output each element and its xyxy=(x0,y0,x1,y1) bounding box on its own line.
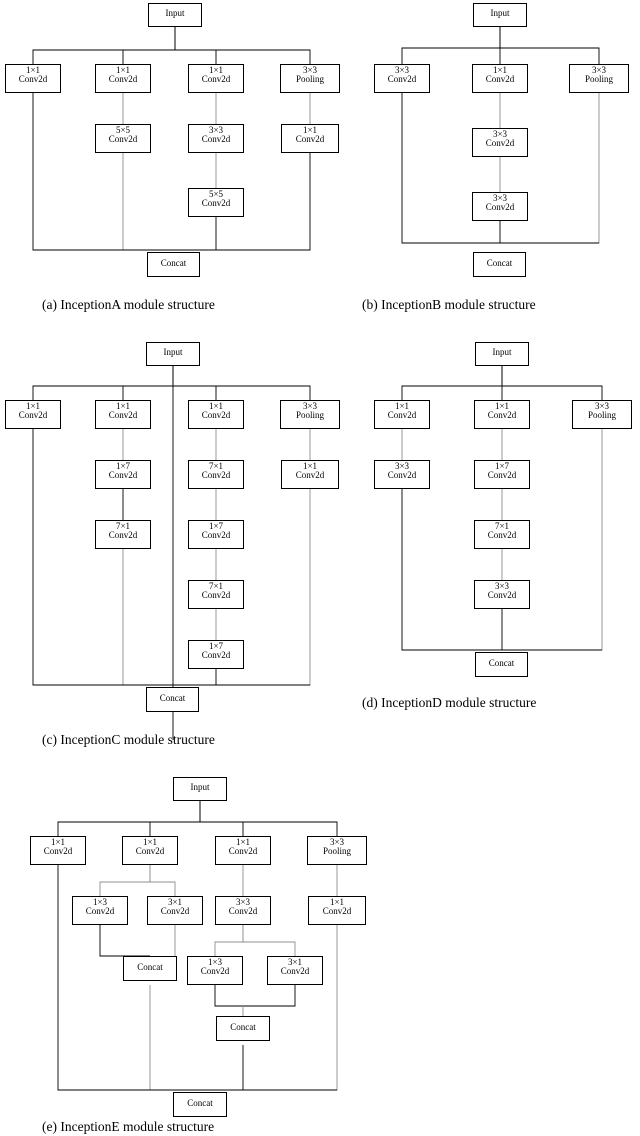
node-e-concat-1: Concat xyxy=(123,956,177,981)
node-c-b3-3: 1×7 Conv2d xyxy=(188,520,244,549)
node-d-input: Input xyxy=(475,342,529,366)
node-c-concat: Concat xyxy=(146,687,199,712)
node-c-b3-1: 1×1 Conv2d xyxy=(188,400,244,429)
panel-inception-b xyxy=(362,0,640,312)
node-c-b2-2: 1×7 Conv2d xyxy=(95,460,151,489)
node-e-b3-2: 3×3 Conv2d xyxy=(215,896,271,925)
node-a-b1-1: 1×1 Conv2d xyxy=(5,64,61,93)
panel-e-edges xyxy=(0,770,400,1136)
node-c-b4-1: 3×3 Pooling xyxy=(280,400,340,429)
node-e-b1-1: 1×1 Conv2d xyxy=(30,836,86,865)
node-c-b2-3: 7×1 Conv2d xyxy=(95,520,151,549)
node-a-input: Input xyxy=(148,3,202,27)
node-a-concat: Concat xyxy=(147,252,200,277)
node-a-b3-2: 3×3 Conv2d xyxy=(188,124,244,153)
node-d-b2-1: 1×1 Conv2d xyxy=(474,400,530,429)
node-c-b3-5: 1×7 Conv2d xyxy=(188,640,244,669)
node-e-concat-3: Concat xyxy=(173,1092,227,1117)
node-d-b2-2: 1×7 Conv2d xyxy=(474,460,530,489)
node-e-concat-2: Concat xyxy=(216,1016,270,1041)
node-c-b4-2: 1×1 Conv2d xyxy=(281,460,339,489)
node-e-b3-3b: 3×1 Conv2d xyxy=(267,956,323,985)
node-b-b2-2: 3×3 Conv2d xyxy=(472,128,528,157)
node-c-b1-1: 1×1 Conv2d xyxy=(5,400,61,429)
node-e-b2-1: 1×1 Conv2d xyxy=(122,836,178,865)
caption-panel-c: (c) InceptionC module structure xyxy=(42,732,215,747)
node-e-b3-3a: 1×3 Conv2d xyxy=(187,956,243,985)
node-e-input: Input xyxy=(173,777,227,801)
node-c-b2-1: 1×1 Conv2d xyxy=(95,400,151,429)
caption-panel-a: (a) InceptionA module structure xyxy=(42,297,215,312)
node-a-b4-1: 3×3 Pooling xyxy=(280,64,340,93)
node-c-input: Input xyxy=(146,342,200,366)
node-b-b2-1: 1×1 Conv2d xyxy=(472,64,528,93)
node-a-b2-2: 5×5 Conv2d xyxy=(95,124,151,153)
node-b-b2-3: 3×3 Conv2d xyxy=(472,192,528,221)
panel-inception-c xyxy=(0,340,360,760)
node-e-b2-2a: 1×3 Conv2d xyxy=(72,896,128,925)
node-a-b3-1: 1×1 Conv2d xyxy=(188,64,244,93)
node-b-input: Input xyxy=(473,3,527,27)
caption-panel-e: (e) InceptionE module structure xyxy=(42,1119,215,1134)
node-e-b4-2: 1×1 Conv2d xyxy=(308,896,366,925)
panel-inception-a xyxy=(0,0,360,312)
node-c-b3-4: 7×1 Conv2d xyxy=(188,580,244,609)
node-e-b2-2b: 3×1 Conv2d xyxy=(147,896,203,925)
node-e-b4-1: 3×3 Pooling xyxy=(307,836,367,865)
node-e-b3-1: 1×1 Conv2d xyxy=(215,836,271,865)
node-c-b3-2: 7×1 Conv2d xyxy=(188,460,244,489)
node-a-b3-3: 5×5 Conv2d xyxy=(188,188,244,217)
node-d-b1-1: 1×1 Conv2d xyxy=(374,400,430,429)
node-d-concat: Concat xyxy=(475,652,528,677)
node-b-concat: Concat xyxy=(473,252,526,277)
panel-inception-e xyxy=(0,770,400,1136)
node-a-b2-1: 1×1 Conv2d xyxy=(95,64,151,93)
node-b-b3-1: 3×3 Pooling xyxy=(569,64,629,93)
node-d-b2-3: 7×1 Conv2d xyxy=(474,520,530,549)
caption-panel-d: (d) InceptionD module structure xyxy=(362,695,537,710)
panel-inception-d xyxy=(362,340,640,720)
node-b-b1-1: 3×3 Conv2d xyxy=(374,64,430,93)
caption-panel-b: (b) InceptionB module structure xyxy=(362,297,536,312)
node-d-b2-4: 3×3 Conv2d xyxy=(474,580,530,609)
node-d-b1-2: 3×3 Conv2d xyxy=(374,460,430,489)
node-a-b4-2: 1×1 Conv2d xyxy=(281,124,339,153)
node-d-b3-1: 3×3 Pooling xyxy=(572,400,632,429)
